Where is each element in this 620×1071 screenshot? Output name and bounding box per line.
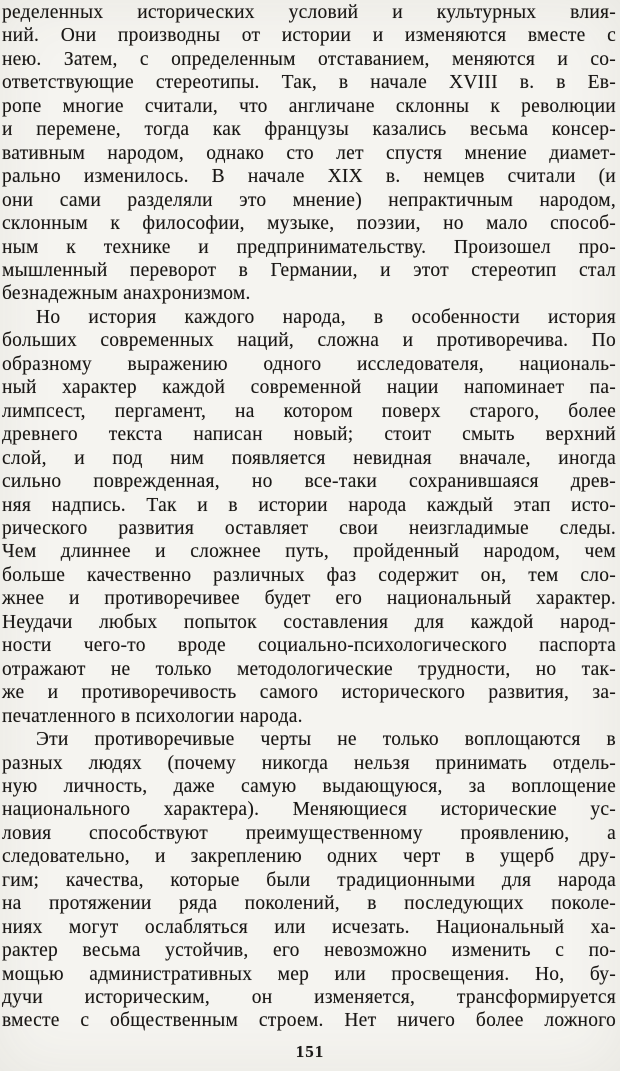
text-line: ловия способствуют преимущественному проявлению, а (2, 822, 616, 844)
page-number: 151 (295, 1042, 325, 1061)
text-line: национального характера). Меняющиеся исторические ус- (2, 799, 616, 821)
text-line: же и противоречивость самого исторического развития, за- (2, 682, 616, 704)
text-line: и перемене, тогда как французы казались весьма консер- (2, 119, 616, 141)
paragraph-1 (2, 1, 616, 306)
text-line: следовательно, и закреплению одних черт в ущерб дру- (2, 846, 616, 868)
text-line: рактер весьма устойчив, его невозможно изменить с по- (2, 940, 616, 962)
text-line: мощью административных мер или просвещения. Но, бу- (2, 963, 616, 985)
text-line: ределенных исторических условий и культурных влия- (2, 2, 616, 23)
text-line: больших современных наций, сложна и противоречива. По (2, 330, 616, 352)
text-line: ности чего-то вроде социально-психологического паспорта (2, 635, 616, 657)
text-line: склонным к философии, музыке, поэзии, но мало способ- (2, 213, 616, 235)
text-line: они сами разделяли это мнение) непрактичным народом, (2, 189, 616, 211)
text-line: ропе многие считали, что англичане склонны к революции (2, 95, 616, 117)
text-line: дучи историческим, он изменяется, трансформируется (2, 987, 616, 1009)
text-line: слой, и под ним появляется невидная вначале, иногда (2, 447, 616, 469)
text-line: гим; качества, которые были традиционными для народа (2, 869, 616, 891)
text-line: Но история каждого народа, в особенности история (36, 306, 616, 328)
text-line: нею. Затем, с определенным отставанием, меняются и со- (2, 48, 616, 70)
text-line: больше качественно различных фаз содержит он, тем сло- (2, 564, 616, 586)
text-line: жнее и противоречивее будет его национальный характер. (2, 588, 616, 610)
text-line: на протяжении ряда поколений, в последующих поколе- (2, 893, 616, 915)
text-line: ответствующие стереотипы. Так, в начале XVIII в. в Ев- (2, 72, 616, 94)
text-line: рально изменилось. В начале XIX в. немцев считали (и (2, 166, 616, 188)
text-line: няя надпись. Так и в истории народа каждый этап исто- (2, 494, 616, 516)
text-line: ным к технике и предпринимательству. Произошел про- (2, 236, 616, 258)
text-line: безнадежным анахронизмом. (2, 283, 251, 305)
text-line: Чем длиннее и сложнее путь, пройденный народом, чем (2, 541, 616, 563)
text-line: мышленный переворот в Германии, и этот стереотип стал (2, 259, 616, 281)
text-line: ный характер каждой современной нации напоминает па- (2, 377, 616, 399)
paragraph-2 (2, 306, 616, 728)
text-line: вместе с общественным строем. Нет ничего более ложного (2, 1010, 616, 1032)
text-line: ниях могут ослабляться или исчезать. Национальный ха- (2, 916, 616, 938)
text-line: ний. Они производны от истории и изменяются вместе с (2, 25, 616, 47)
page-body (2, 1, 616, 1033)
text-line: Эти противоречивые черты не только воплощаются в (36, 729, 616, 751)
text-line: вативным народом, однако сто лет спустя мнение диамет- (2, 142, 616, 164)
text-line: образному выражению одного исследователя, националь- (2, 353, 616, 375)
paragraph-3 (2, 728, 616, 1033)
text-line: ную личность, даже самую выдающуюся, за воплощение (2, 775, 616, 797)
text-line: Неудачи любых попыток составления для каждой народ- (2, 611, 616, 633)
text-line: отражают не только методологические трудности, но так- (2, 658, 616, 680)
text-line: печатленного в психологии народа. (2, 705, 303, 727)
text-line: разных людях (почему никогда нельзя принимать отдель- (2, 752, 616, 774)
text-line: рического развития оставляет свои неизгладимые следы. (2, 517, 616, 539)
text-line: лимпсест, пергамент, на котором поверх старого, более (2, 400, 616, 422)
text-line: сильно поврежденная, но все-таки сохранившаяся древ- (2, 471, 616, 493)
text-line: древнего текста написан новый; стоит смыть верхний (2, 424, 616, 446)
